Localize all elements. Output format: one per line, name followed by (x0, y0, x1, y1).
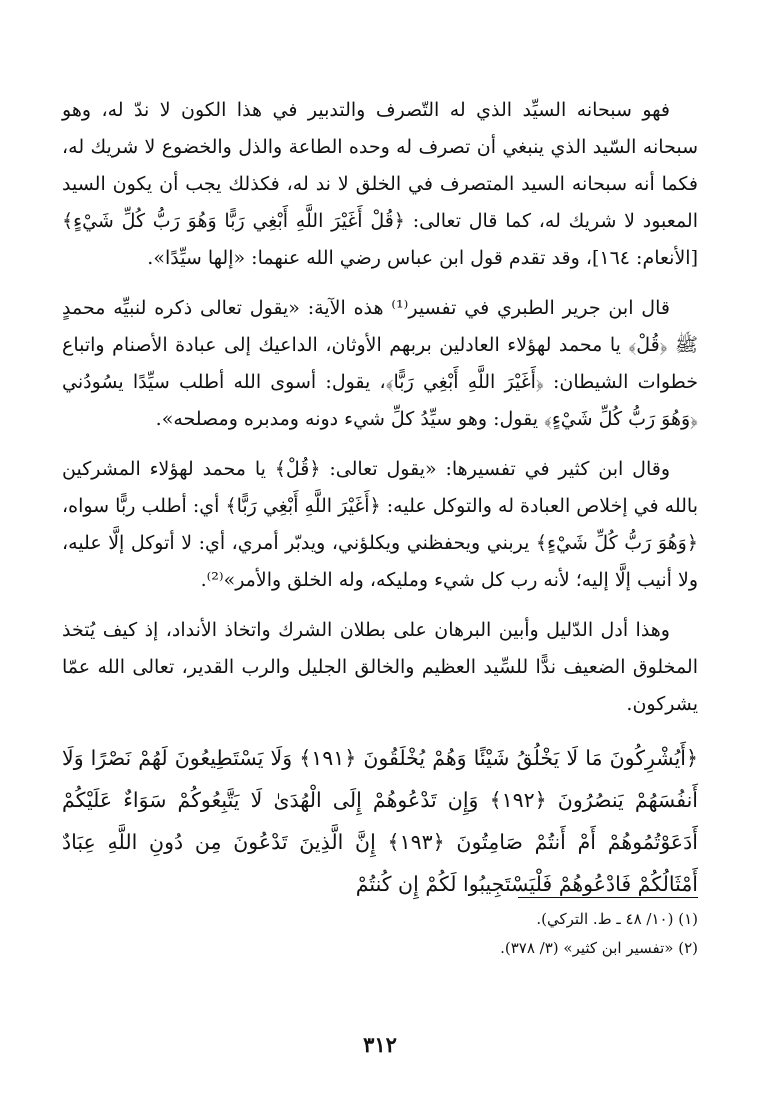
footnotes (62, 905, 698, 963)
page-number: ٣١٢ (363, 1032, 397, 1057)
footnote-divider (518, 897, 698, 898)
paragraph-2: قال ابن جرير الطبري في تفسير⁽¹⁾ هذه الآية: «يقول تعالى ذكره لنبيِّه محمدٍ ﷺ ﴿قُلْ﴾ يا محمد لهؤلاء العادلين بربهم الأوثان، الداعيك إلى عبادة الأصنام واتباع خطوات الشيطان: ﴿أَغَيْرَ اللَّهِ أَبْغِي رَبًّا﴾، يقول: أسوى الله أطلب سيِّدًا يسُودُني ﴿وَهُوَ رَبُّ كُلِّ شَيْءٍ﴾ يقول: وهو سيِّدُ كلِّ شيء دونه ومدبره ومصلحه». (62, 297, 698, 430)
footnote-1: (١) (١٠/ ٤٨ ـ ط. التركي). (536, 910, 698, 928)
main-text (62, 92, 698, 905)
paragraph-4: وهذا أدل الدّليل وأبين البرهان على بطلان الشرك واتخاذ الأنداد، إذ كيف يُتخذ المخلوق الضعيف ندًّا للسِّيد العظيم والخالق الجليل والرب القدير، تعالى الله عمّا يشركون. (62, 619, 698, 715)
footnote-2: (٢) «تفسير ابن كثير» (٣/ ٣٧٨). (500, 939, 698, 957)
paragraph-3: وقال ابن كثير في تفسيرها: «يقول تعالى: ﴿قُلْ﴾ يا محمد لهؤلاء المشركين بالله في إخلاص العبادة له والتوكل عليه: ﴿أَغَيْرَ اللَّهِ أَبْغِي رَبًّا﴾ أي: أطلب ربًّا سواه، ﴿وَهُوَ رَبُّ كُلِّ شَيْءٍ﴾ يربني ويحفظني ويكلؤني، ويدبّر أمري، أي: لا أتوكل إلَّا عليه، ولا أنيب إلَّا إليه؛ لأنه رب كل شيء ومليكه، وله الخلق والأمر»⁽²⁾. (62, 458, 698, 591)
paragraph-1: فهو سبحانه السيِّد الذي له التّصرف والتدبير في هذا الكون لا ندّ له، وهو سبحانه السّيد الذي ينبغي أن تصرف له وحده الطاعة والذل والخضوع لا شريك له، فكما أنه سبحانه السيد المتصرف في الخلق لا ند له، فكذلك يجب أن يكون السيد المعبود لا شريك له، كما قال تعالى: ﴿قُلْ أَغَيْرَ اللَّهِ أَبْغِي رَبًّا وَهُوَ رَبُّ كُلِّ شَيْءٍ﴾ [الأنعام: ١٦٤]، وقد تقدم قول ابن عباس رضي الله عنهما: «إلها سيِّدًا». (62, 99, 698, 269)
quran-verses: ﴿أَيُشْرِكُونَ مَا لَا يَخْلُقُ شَيْئًا وَهُمْ يُخْلَقُونَ ﴿١٩١﴾ وَلَا يَسْتَطِيعُونَ لَهُمْ نَصْرًا وَلَا أَنفُسَهُمْ يَنصُرُونَ ﴿١٩٢﴾ وَإِن تَدْعُوهُمْ إِلَى الْهُدَىٰ لَا يَتَّبِعُوكُمْ سَوَاءٌ عَلَيْكُمْ أَدَعَوْتُمُوهُمْ أَمْ أَنتُمْ صَامِتُونَ ﴿١٩٣﴾ إِنَّ الَّذِينَ تَدْعُونَ مِن دُونِ اللَّهِ عِبَادٌ أَمْثَالُكُمْ فَادْعُوهُمْ فَلْيَسْتَجِيبُوا لَكُمْ إِن كُنتُمْ (62, 746, 698, 896)
